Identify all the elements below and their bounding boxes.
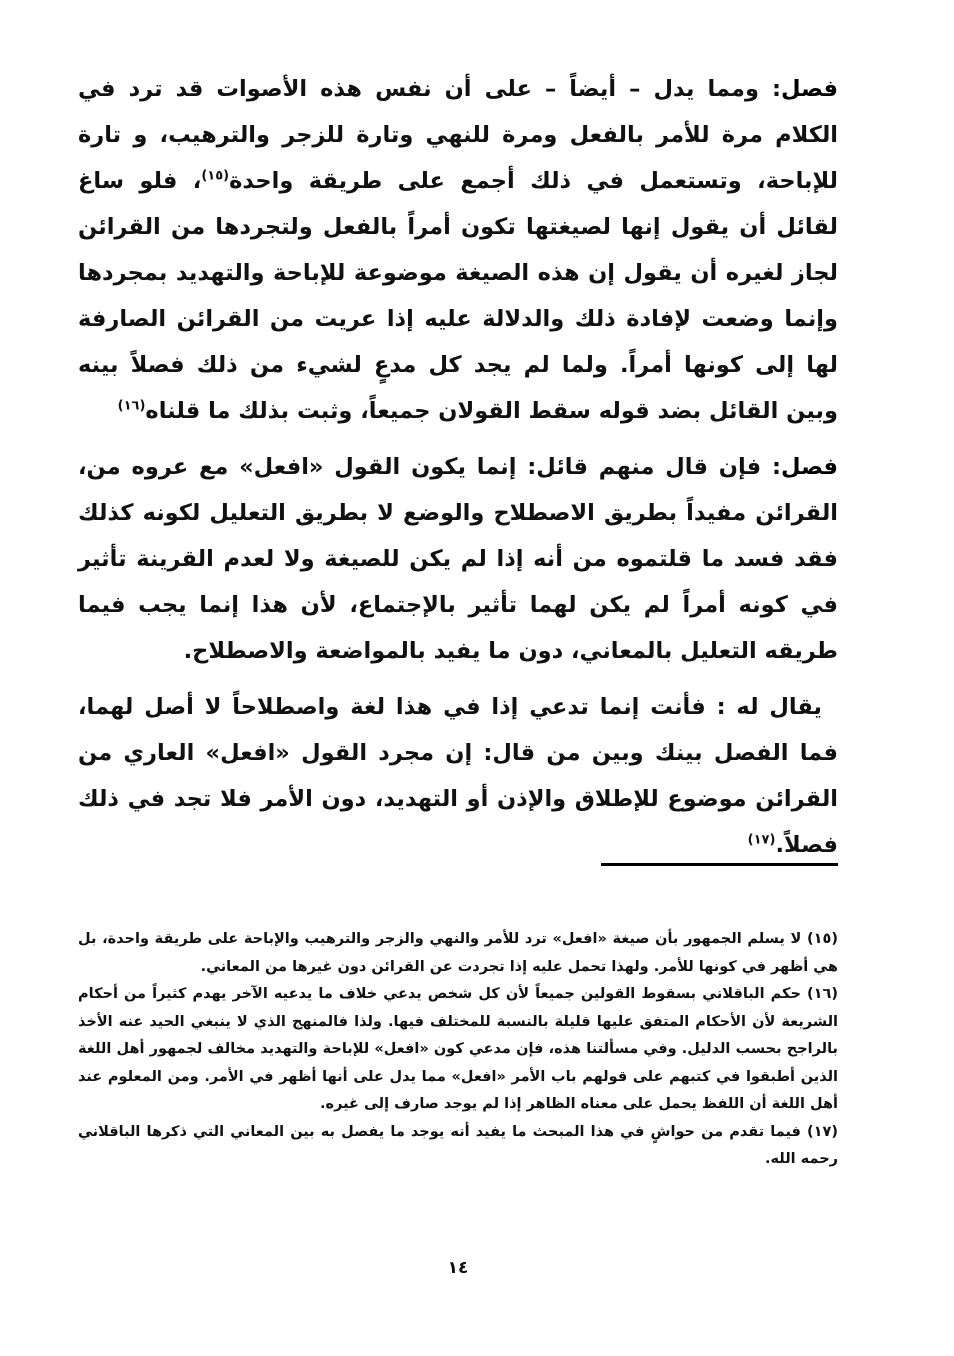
footnote-16: (١٦) حكم الباقلاني بسقوط القولين جميعاً لأن كل شخص يدعي خلاف ما يدعيه الآخر يهدم كثيراً من أحكام الشريعة لأن الأحكام المتفق عليها قليلة بالنسبة للمختلف فيها. ولذا فالمنهج الذي لا ينبغي الحيد عنه الأخذ بالراجح بحسب الدليل. وفي مسألتنا هذه، فإن مدعي كون «افعل» للإباحة والتهديد مخالف لجمهور أهل اللغة الذين أطبقوا في كتبهم على قولهم باب الأمر «افعل» مما يدل على أنها أظهر في الأمر. ومن المعلوم عند أهل اللغة أن اللفظ يحمل على معناه الظاهر إذا لم يوجد صارف إلى غيره. — [78, 986, 838, 1112]
footnote-15: (١٥) لا يسلم الجمهور بأن صيغة «افعل» ترد للأمر والنهي والزجر والترهيب والإباحة على طريقة واحدة، بل هي أظهر في كونها للأمر. ولهذا تحمل عليه إذا تجردت عن القرائن دون غيرها من المعاني. — [78, 931, 838, 975]
footnotes — [78, 926, 838, 1174]
paragraph-text: : ومما يدل – أيضاً – على أن نفس هذه الأصوات قد ترد في الكلام مرة للأمر بالفعل ومرة للنهي وتارة للزجر والترهيب، و تارة للإباحة، وتستعمل في ذلك أجمع على طريقة واحدة — [78, 76, 838, 194]
paragraph-1 — [78, 66, 838, 434]
paragraph-2 — [78, 444, 838, 674]
footnote-17: (١٧) فيما تقدم من حواشٍ في هذا المبحث ما يفيد أنه يوجد ما يفصل به بين المعاني التي ذكرها الباقلاني رحمه الله. — [78, 1123, 838, 1167]
paragraph-text: يقال له : فأنت إنما تدعي إذا في هذا لغة واصطلاحاً لا أصل لهما، فما الفصل بينك وبين من قال: إن مجرد القول «افعل» العاري من القرائن موضوع للإطلاق والإذن أو التهديد، دون الأمر فلا تجد في ذلك فصلاً. — [78, 694, 838, 858]
paragraph-text: : فإن قال منهم قائل: إنما يكون القول «افعل» مع عروه من، القرائن مفيداً بطريق الاصطلاح والوضع لا بطريق التعليل لكونه كذلك فقد فسد ما قلتموه من أنه إذا لم يكن للصيغة ولا لعدم القرينة تأثير في كونه أمراً لم يكن لهما تأثير بالإجتماع، لأن هذا إنما يجب فيما طريقه التعليل بالمعاني، دون ما يفيد بالمواضعة والاصطلاح. — [78, 454, 838, 664]
paragraph-3 — [78, 684, 838, 868]
footnote-separator — [601, 863, 838, 866]
paragraph-text-continued: ، فلو ساغ لقائل أن يقول إنها لصيغتها تكون أمراً بالفعل ولتجردها من القرائن لجاز لغيره أن يقول إن هذه الصيغة موضوعة للإباحة والتهديد بمجردها وإنما وضعت لإفادة ذلك والدلالة عليه إذا عريت من القرائن الصارفة لها إلى كونها أمراً. ولما لم يجد كل مدعٍ لشيء من ذلك فصلاً بينه وبين القائل بضد قوله سقط القولان جميعاً، وثبت بذلك ما قلناه — [78, 168, 838, 424]
footnote-reference[interactable]: (١٦) — [117, 398, 146, 414]
document-page — [78, 66, 838, 1296]
section-lead-word: فصل — [781, 76, 838, 102]
footnote-reference[interactable]: (١٥) — [201, 168, 230, 184]
section-lead-word: فصل — [781, 454, 838, 480]
page-number: ١٤ — [447, 1258, 469, 1278]
footnote-reference[interactable]: (١٧) — [747, 832, 776, 848]
